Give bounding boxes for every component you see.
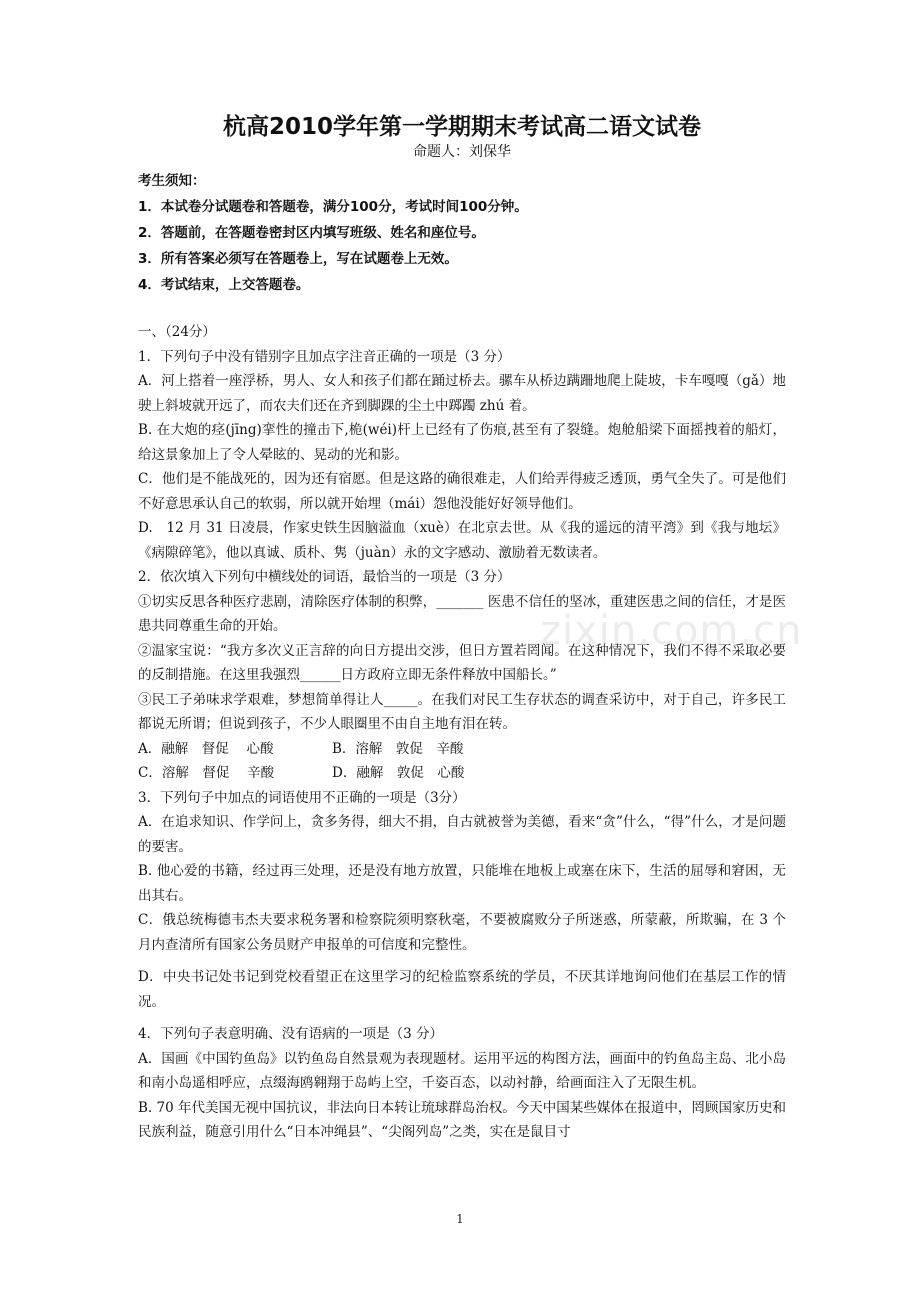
document-body <box>138 112 786 1145</box>
exam-notice <box>138 168 786 298</box>
page-title: 杭高2010学年第一学期期末考试高二语文试卷 <box>222 114 701 140</box>
question-3-option-d: D．中央书记处书记到党校看望正在这里学习的纪检监察系统的学员，不厌其详地询问他们在基层工作的情况。 <box>138 969 786 1010</box>
question-2-sentence-2: ②温家宝说：“我方多次义正言辞的向日方提出交涉，但日方置若罔闻。在这种情况下，我们不得不采取必要的反制措施。在这里我强烈______日方政府立即无条件释放中国船长。” <box>138 642 786 683</box>
question-2-option-a: A．融解 督促 心酸 <box>138 740 274 757</box>
question-2-option-b: B．溶解 敦促 辛酸 <box>332 740 464 757</box>
notice-item: 3．所有答案必须写在答题卷上，写在试题卷上无效。 <box>138 251 458 267</box>
question-1-option-a: A．河上搭着一座浮桥，男人、女人和孩子们都在踊过桥去。骡车从桥边蹒跚地爬上陡坡，卡车嘎嘎（gǎ）地驶上斜坡就开远了，而农夫们还在齐到脚踝的尘土中踯躅 zhú 着。 <box>138 373 786 414</box>
section-heading: 一、（24分） <box>138 324 216 340</box>
question-2-option-d: D．融解 敦促 心酸 <box>332 765 465 781</box>
question-4-stem: 4．下列句子表意明确、没有语病的一项是（3 分） <box>138 1026 443 1042</box>
question-2-option-c: C．溶解 督促 辛酸 <box>138 765 275 781</box>
watermark: zixin.com.cn <box>540 608 803 654</box>
page-number: 1 <box>456 1212 464 1226</box>
question-3-stem: 3．下列句子中加点的词语使用不正确的一项是（3分） <box>138 789 466 806</box>
question-1-stem: 1．下列句子中没有错别字且加点字注音正确的一项是（3 分） <box>138 348 511 365</box>
question-2-options-row-1 <box>138 737 786 762</box>
question-2-options-row-2 <box>138 761 786 786</box>
notice-heading: 考生须知： <box>138 173 206 189</box>
question-1-option-d: D. 12 月 31 日凌晨，作家史铁生因脑溢血（xuè）在北京去世。从《我的遥远的清平湾》到《我与地坛》《病隙碎笔》，他以真诚、质朴、隽（juàn）永的文字感动、激励着无数读者。 <box>138 520 786 561</box>
question-3-option-a: A．在追求知识、作学问上，贪多务得，细大不捐，自古就被誉为美德，看来“贪”什么，“得”什么，才是问题的要害。 <box>138 814 786 855</box>
author-line: 命题人：刘保华 <box>413 144 511 160</box>
question-2-sentence-3: ③民工子弟味求学艰难，梦想简单得让人_____。在我们对民工生存状态的调查采访中，对于自己，许多民工都说无所谓；但说到孩子，不少人眼圈里不由自主地有泪在转。 <box>138 691 786 732</box>
question-2-sentence-1: ①切实反思各种医疗悲剧，清除医疗体制的积弊，_______ 医患不信任的坚冰，重建医患之间的信任，才是医患共同尊重生命的开始。 <box>138 593 786 634</box>
notice-item: 1．本试卷分试题卷和答题卷，满分100分，考试时间100分钟。 <box>138 199 528 215</box>
question-1-option-b: B. 在大炮的痉(jīng)挛性的撞击下,桅(wéi)杆上已经有了伤痕,甚至有了裂缝。炮舱船梁下面摇拽着的船灯，给这景象加上了令人晕眩的、晃动的光和影。 <box>138 422 786 463</box>
notice-item: 4．考试结束，上交答题卷。 <box>138 277 310 293</box>
question-3-option-b: B. 他心爱的书籍，经过再三处理，还是没有地方放置，只能堆在地板上或塞在床下，生活的屈辱和窘困，无出其右。 <box>138 863 786 904</box>
question-4-option-b: B. 70 年代美国无视中国抗议，非法向日本转让琉球群岛治权。今天中国某些媒体在报道中，罔顾国家历史和民族利益，随意引用什么“日本冲绳县”、“尖阁列岛”之类，实在是鼠目寸 <box>138 1099 786 1140</box>
question-1-option-c: C．他们是不能战死的，因为还有宿愿。但是这路的确很难走，人们给弄得疲乏透顶，勇气全失了。可是他们不好意思承认自己的软弱，所以就开始埋（mái）怨他没能好好领导他们。 <box>138 471 786 512</box>
question-3-option-c: C．俄总统梅德韦杰夫要求税务署和检察院须明察秋毫，不要被腐败分子所迷惑，所蒙蔽，所欺骗，在 3 个月内查清所有国家公务员财产申报单的可信度和完整性。 <box>138 912 786 953</box>
question-2-stem: 2．依次填入下列句中横线处的词语，最恰当的一项是（3 分） <box>138 569 511 585</box>
notice-item: 2．答题前，在答题卷密封区内填写班级、姓名和座位号。 <box>138 225 485 241</box>
question-4-option-a: A．国画《中国钓鱼岛》以钓鱼岛自然景观为表现题材。运用平远的构图方法，画面中的钓鱼岛主岛、北小岛和南小岛遥相呼应，点缀海鸥翱翔于岛屿上空，千姿百态，以动衬静，给画面注入了无限生机。 <box>138 1050 786 1091</box>
